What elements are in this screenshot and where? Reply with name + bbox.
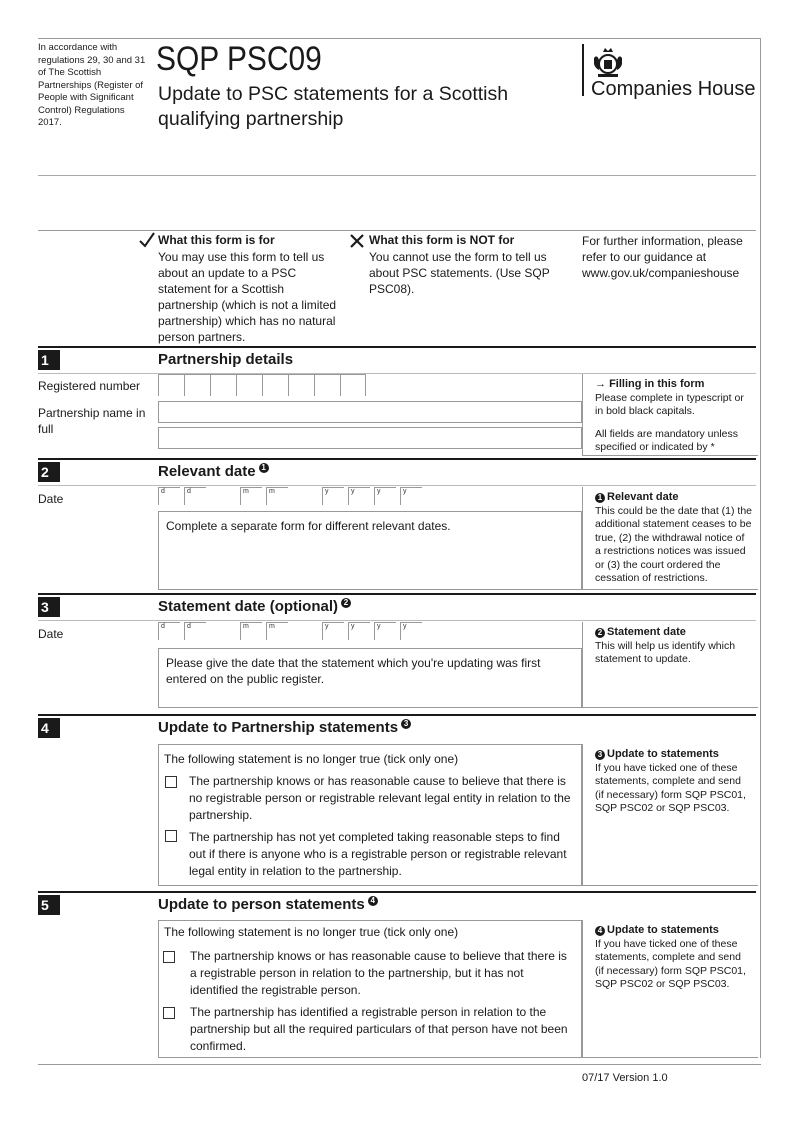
section-1-rule [38, 346, 756, 348]
frame-right-rule [760, 38, 761, 1058]
date-cell-month[interactable]: m [266, 487, 288, 505]
date-cell-day[interactable]: d [158, 487, 180, 505]
section-1-sidebar [582, 374, 758, 456]
org-name: Companies House [591, 78, 756, 100]
section-2-title-text: Relevant date [158, 463, 256, 480]
section-3-rule [38, 593, 756, 595]
section-4-sidebar [582, 744, 758, 886]
arrow-icon: → [595, 378, 606, 390]
date-cell-month[interactable]: m [266, 622, 288, 640]
date-cell-day[interactable]: d [184, 487, 206, 505]
reg-number-cell[interactable] [262, 374, 288, 396]
section-5-rule [38, 891, 756, 893]
section-4-title-text: Update to Partnership statements [158, 719, 399, 736]
section-1-number: 1 [38, 350, 60, 370]
date-cell-year[interactable]: y [374, 622, 396, 640]
section-4-title [158, 719, 411, 736]
section-4-number: 4 [38, 718, 60, 738]
note-marker: 4 [368, 896, 378, 906]
header-divider [38, 175, 756, 176]
section-5-title [158, 896, 378, 913]
side-3-text: This will help us identify which statement to update. [595, 639, 736, 665]
side-5-title: Update to statements [607, 924, 719, 936]
section-3-number: 3 [38, 597, 60, 617]
section-3-sidebar [582, 622, 758, 708]
section-2-rule [38, 458, 756, 460]
person-statement-1: The partnership knows or has reasonable cause to believe that there is a registrable person in relation to the partnership, but it has not identified the registrable person. [190, 949, 567, 997]
date-cell-year[interactable]: y [400, 622, 422, 640]
date-cell-month[interactable]: m [240, 622, 262, 640]
date-cell-year[interactable]: y [374, 487, 396, 505]
partnership-statement-checkbox-2[interactable] [165, 830, 177, 842]
note-marker: 2 [341, 598, 351, 608]
section-5-intro: The following statement is no longer true (tick only one) [164, 925, 459, 939]
side-1-title: Filling in this form [609, 378, 705, 390]
further-info-text: For further information, please refer to our guidance at www.gov.uk/companieshouse [582, 234, 743, 280]
royal-crest-icon [590, 44, 626, 80]
logo-divider [582, 44, 584, 96]
not-for-text: You cannot use the form to tell us about PSC statements. (Use SQP PSC08). [369, 250, 550, 296]
person-statement-checkbox-2[interactable] [163, 1007, 175, 1019]
intro-top-rule [38, 230, 756, 231]
section-5-sidebar [582, 920, 758, 1058]
regulations-text: In accordance with regulations 29, 30 and 31 of The Scottish Partnerships (Register of People with Significant Control) Regulations 2017. [38, 42, 146, 128]
reg-number-cell[interactable] [236, 374, 262, 396]
is-for-text: You may use this form to tell us about an update to a PSC statement for a Scottish partnership (which is not a limited partnership) which has no natural person partners. [158, 250, 337, 344]
relevant-date-info-box: Complete a separate form for different relevant dates. [158, 511, 582, 590]
date-cell-year[interactable]: y [348, 487, 370, 505]
form-title: Update to PSC statements for a Scottish qualifying partnership [158, 83, 509, 130]
partnership-statement-checkbox-1[interactable] [165, 776, 177, 788]
footer-rule [38, 1064, 761, 1065]
reg-number-cell[interactable] [158, 374, 184, 396]
registered-number-label: Registered number [38, 379, 141, 393]
date-cell-month[interactable]: m [240, 487, 262, 505]
side-3-title: Statement date [607, 626, 686, 638]
statement-date-label: Date [38, 627, 64, 641]
reg-number-cell[interactable] [314, 374, 340, 396]
note-marker: 2 [595, 628, 605, 638]
section-2-number: 2 [38, 462, 60, 482]
frame-top-rule [38, 38, 761, 39]
section-2-subrule [38, 485, 756, 486]
side-4-title: Update to statements [607, 748, 719, 760]
side-4-text: If you have ticked one of these statements, complete and send (if necessary) form SQP PSC01, SQP PSC02 or SQP PSC03. [595, 761, 746, 814]
reg-number-cell[interactable] [210, 374, 236, 396]
person-statement-checkbox-1[interactable] [163, 951, 175, 963]
section-5-title-text: Update to person statements [158, 896, 365, 913]
section-3-title-text: Statement date (optional) [158, 598, 339, 615]
note-marker: 1 [259, 463, 269, 473]
note-marker: 3 [595, 750, 605, 760]
side-1-text-1: Please complete in typescript or in bold black capitals. [595, 391, 744, 417]
note-marker: 4 [595, 926, 605, 936]
section-4-intro: The following statement is no longer true (tick only one) [164, 752, 459, 766]
partnership-name-label: Partnership name in full [38, 406, 146, 436]
partnership-name-line-1[interactable] [158, 401, 582, 423]
relevant-date-label: Date [38, 492, 64, 506]
note-marker: 3 [401, 719, 411, 729]
person-statement-2: The partnership has identified a registrable person in relation to the partnership but all the required particulars of that person have not been confirmed. [190, 1005, 568, 1053]
section-3-subrule [38, 620, 756, 621]
date-cell-day[interactable]: d [184, 622, 206, 640]
cross-icon [349, 233, 365, 249]
not-for-title: What this form is NOT for [369, 233, 515, 247]
is-for-title: What this form is for [158, 233, 275, 247]
reg-number-cell[interactable] [340, 374, 366, 396]
date-cell-year[interactable]: y [400, 487, 422, 505]
date-cell-year[interactable]: y [322, 622, 344, 640]
reg-number-cell[interactable] [288, 374, 314, 396]
date-cell-day[interactable]: d [158, 622, 180, 640]
side-2-title: Relevant date [607, 491, 679, 503]
checkmark-icon [138, 232, 156, 248]
side-1-text-2: All fields are mandatory unless specified or indicated by * [595, 427, 738, 453]
date-cell-year[interactable]: y [322, 487, 344, 505]
reg-number-cell[interactable] [184, 374, 210, 396]
section-2-title [158, 463, 269, 480]
section-1-title: Partnership details [158, 351, 294, 368]
side-2-text: This could be the date that (1) the additional statement ceases to be true, (2) the withdrawal notice of a restrictions notices was issued or (3) the court ordered the cessation of restrictions. [595, 504, 753, 584]
partnership-statement-2: The partnership has not yet completed taking reasonable steps to find out if there is anyone who is a registrable person or registrable relevant legal entity in relation to the partnership. [189, 830, 567, 878]
version-label: 07/17 Version 1.0 [582, 1072, 668, 1084]
note-marker: 1 [595, 493, 605, 503]
side-5-text: If you have ticked one of these statements, complete and send (if necessary) form SQP PSC01, SQP PSC02 or SQP PSC03. [595, 937, 746, 990]
section-5-number: 5 [38, 895, 60, 915]
partnership-statement-1: The partnership knows or has reasonable cause to believe that there is no registrable person or registrable relevant legal entity in relation to the partnership. [189, 774, 571, 822]
section-2-sidebar [582, 487, 758, 590]
statement-date-info-box: Please give the date that the statement which you're updating was first entered on the public register. [158, 648, 582, 708]
date-cell-year[interactable]: y [348, 622, 370, 640]
section-3-title [158, 598, 351, 615]
section-4-rule [38, 714, 756, 716]
form-code: SQP PSC09 [156, 40, 322, 78]
partnership-name-line-2[interactable] [158, 427, 582, 449]
